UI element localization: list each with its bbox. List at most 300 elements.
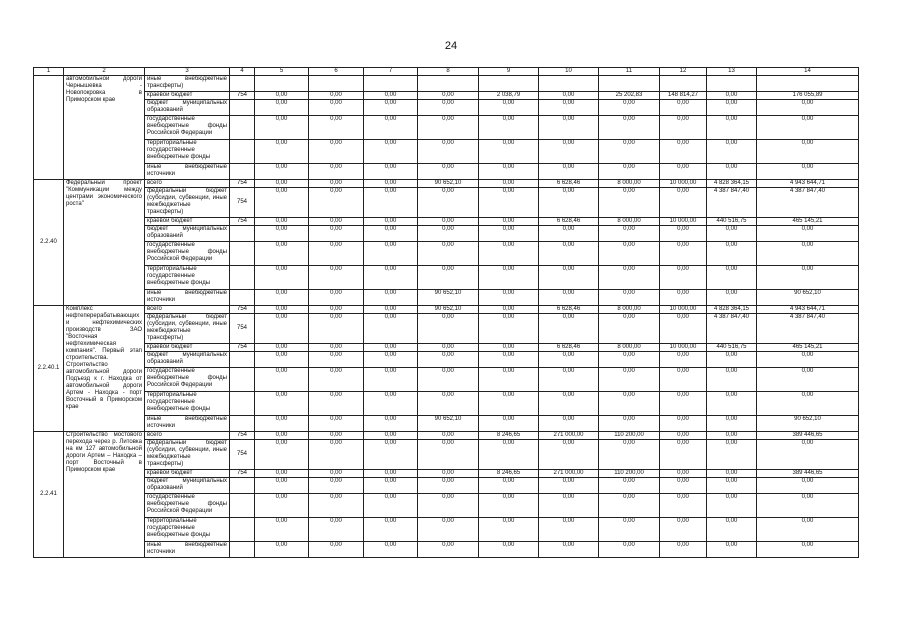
amount-cell: 0,00	[479, 306, 539, 314]
amount-cell: 0,00	[599, 266, 660, 290]
amount-cell: 0,00	[418, 344, 479, 352]
section-name: Федеральный проект "Коммуникации между центрами экономического роста"	[64, 180, 145, 306]
amount-cell: 90 652,10	[757, 416, 859, 432]
budget-code	[230, 518, 255, 542]
amount-cell: 0,00	[309, 306, 364, 314]
amount-cell: 176 055,89	[757, 92, 859, 100]
amount-cell: 8 000,00	[599, 180, 660, 188]
amount-cell: 465 145,21	[757, 218, 859, 226]
funding-source: государственные внебюджетные фонды Российской Федерации	[145, 116, 230, 140]
amount-cell: 0,00	[479, 218, 539, 226]
amount-cell: 0,00	[309, 352, 364, 368]
amount-cell: 0,00	[479, 100, 539, 116]
amount-cell: 0,00	[309, 314, 364, 344]
amount-cell: 0,00	[660, 352, 707, 368]
amount-cell: 148 814,27	[660, 92, 707, 100]
amount-cell: 0,00	[418, 226, 479, 242]
amount-cell: 0,00	[309, 368, 364, 392]
table-row	[34, 180, 859, 188]
amount-cell: 4 943 644,71	[757, 306, 859, 314]
amount-cell: 10 000,00	[660, 344, 707, 352]
amount-cell: 0,00	[309, 478, 364, 494]
amount-cell: 0,00	[539, 368, 599, 392]
section-code: 2.2.40.1	[34, 306, 64, 432]
amount-cell: 2 038,79	[479, 92, 539, 100]
amount-cell: 0,00	[255, 314, 309, 344]
funding-source: бюджет муниципальных образований	[145, 226, 230, 242]
amount-cell: 0,00	[660, 226, 707, 242]
amount-cell: 0,00	[309, 100, 364, 116]
amount-cell: 0,00	[757, 542, 859, 558]
amount-cell: 10 000,00	[660, 180, 707, 188]
amount-cell: 0,00	[539, 164, 599, 180]
amount-cell: 10 000,00	[660, 306, 707, 314]
amount-cell: 0,00	[599, 392, 660, 416]
amount-cell: 0,00	[309, 188, 364, 218]
amount-cell: 440 516,75	[707, 218, 757, 226]
amount-cell: 0,00	[364, 432, 418, 440]
amount-cell: 0,00	[599, 542, 660, 558]
table-row	[34, 392, 859, 416]
amount-cell: 0,00	[707, 494, 757, 518]
amount-cell: 0,00	[364, 392, 418, 416]
budget-code: 754	[230, 344, 255, 352]
budget-code	[230, 290, 255, 306]
amount-cell: 0,00	[599, 440, 660, 470]
amount-cell: 0,00	[479, 440, 539, 470]
amount-cell: 0,00	[364, 92, 418, 100]
amount-cell: 0,00	[539, 314, 599, 344]
amount-cell: 0,00	[309, 226, 364, 242]
funding-source: иные внебюджетные источники	[145, 542, 230, 558]
column-number: 11	[599, 68, 660, 76]
amount-cell: 0,00	[309, 518, 364, 542]
amount-cell: 0,00	[309, 242, 364, 266]
funding-source: иные внебюджетные источники	[145, 290, 230, 306]
budget-code	[230, 416, 255, 432]
amount-cell: 0,00	[660, 290, 707, 306]
column-number: 12	[660, 68, 707, 76]
budget-code	[230, 266, 255, 290]
table-row	[34, 478, 859, 494]
column-number: 13	[707, 68, 757, 76]
amount-cell: 0,00	[539, 226, 599, 242]
amount-cell: 0,00	[479, 368, 539, 392]
amount-cell: 0,00	[599, 478, 660, 494]
amount-cell: 271 000,00	[539, 470, 599, 478]
amount-cell: 0,00	[660, 494, 707, 518]
amount-cell: 0,00	[418, 352, 479, 368]
amount-cell: 6 628,46	[539, 344, 599, 352]
amount-cell: 0,00	[309, 140, 364, 164]
amount-cell: 0,00	[479, 226, 539, 242]
amount-cell: 0,00	[309, 344, 364, 352]
funding-source: всего	[145, 432, 230, 440]
amount-cell: 0,00	[364, 416, 418, 432]
amount-cell: 0,00	[707, 266, 757, 290]
amount-cell: 0,00	[660, 188, 707, 218]
column-number: 3	[145, 68, 230, 76]
amount-cell: 0,00	[757, 266, 859, 290]
section-code: 2.2.41	[34, 432, 64, 558]
amount-cell: 0,00	[660, 432, 707, 440]
amount-cell: 0,00	[539, 188, 599, 218]
amount-cell: 0,00	[418, 218, 479, 226]
amount-cell: 6 628,46	[539, 218, 599, 226]
amount-cell: 0,00	[757, 242, 859, 266]
amount-cell: 0,00	[255, 416, 309, 432]
amount-cell: 0,00	[309, 416, 364, 432]
amount-cell: 0,00	[599, 352, 660, 368]
amount-cell	[364, 76, 418, 92]
amount-cell: 0,00	[479, 242, 539, 266]
table-row	[34, 432, 859, 440]
amount-cell: 0,00	[418, 100, 479, 116]
amount-cell: 0,00	[707, 100, 757, 116]
amount-cell: 0,00	[599, 368, 660, 392]
table-row	[34, 314, 859, 344]
amount-cell: 0,00	[707, 470, 757, 478]
funding-source: всего	[145, 306, 230, 314]
funding-source: краевой бюджет	[145, 470, 230, 478]
funding-source: федеральный бюджет (субсидии, субвенции, иные межбюджетные трансферты)	[145, 440, 230, 470]
amount-cell: 8 000,00	[599, 344, 660, 352]
budget-code	[230, 368, 255, 392]
amount-cell: 0,00	[418, 494, 479, 518]
amount-cell: 25 202,83	[599, 92, 660, 100]
funding-source: иные внебюджетные трансферты)	[145, 76, 230, 92]
amount-cell: 0,00	[255, 92, 309, 100]
amount-cell: 0,00	[255, 344, 309, 352]
table-row	[34, 306, 859, 314]
amount-cell: 0,00	[255, 478, 309, 494]
amount-cell: 0,00	[418, 392, 479, 416]
amount-cell: 0,00	[309, 180, 364, 188]
amount-cell: 0,00	[309, 92, 364, 100]
amount-cell: 0,00	[539, 542, 599, 558]
amount-cell: 0,00	[660, 518, 707, 542]
amount-cell: 0,00	[707, 368, 757, 392]
amount-cell: 0,00	[309, 470, 364, 478]
amount-cell: 0,00	[599, 100, 660, 116]
funding-source: федеральный бюджет (субсидии, субвенции, иные межбюджетные трансферты)	[145, 314, 230, 344]
amount-cell: 389 446,65	[757, 470, 859, 478]
amount-cell: 0,00	[309, 392, 364, 416]
amount-cell	[599, 76, 660, 92]
amount-cell: 0,00	[418, 432, 479, 440]
budget-code	[230, 542, 255, 558]
budget-code: 754	[230, 440, 255, 470]
funding-source: иные внебюджетные источники	[145, 164, 230, 180]
budget-code: 754	[230, 432, 255, 440]
amount-cell: 0,00	[660, 368, 707, 392]
amount-cell: 0,00	[364, 470, 418, 478]
amount-cell: 0,00	[707, 518, 757, 542]
amount-cell: 0,00	[660, 242, 707, 266]
amount-cell: 0,00	[255, 432, 309, 440]
amount-cell: 0,00	[479, 542, 539, 558]
amount-cell: 0,00	[479, 392, 539, 416]
section-name: автомобильной дороги Чернышевка - Новопокровка в Приморском крае	[64, 76, 145, 180]
amount-cell: 110 200,00	[599, 470, 660, 478]
amount-cell: 0,00	[757, 164, 859, 180]
amount-cell: 0,00	[599, 140, 660, 164]
amount-cell: 0,00	[660, 440, 707, 470]
table-row	[34, 218, 859, 226]
table-row	[34, 352, 859, 368]
amount-cell: 0,00	[599, 116, 660, 140]
amount-cell	[757, 76, 859, 92]
amount-cell: 0,00	[418, 478, 479, 494]
table-row	[34, 344, 859, 352]
funding-source: всего	[145, 180, 230, 188]
amount-cell: 4 943 644,71	[757, 180, 859, 188]
amount-cell: 0,00	[364, 218, 418, 226]
column-number: 10	[539, 68, 599, 76]
funding-source: территориальные государственные внебюджетные фонды	[145, 518, 230, 542]
amount-cell: 0,00	[539, 352, 599, 368]
amount-cell: 0,00	[309, 290, 364, 306]
amount-cell: 0,00	[479, 344, 539, 352]
table-row	[34, 76, 859, 92]
amount-cell: 6 628,46	[539, 180, 599, 188]
amount-cell: 0,00	[539, 290, 599, 306]
column-number: 1	[34, 68, 64, 76]
amount-cell: 271 000,00	[539, 432, 599, 440]
budget-code	[230, 478, 255, 494]
amount-cell: 4 828 364,15	[707, 180, 757, 188]
amount-cell: 0,00	[479, 188, 539, 218]
amount-cell: 465 145,21	[757, 344, 859, 352]
amount-cell: 0,00	[539, 116, 599, 140]
table-row	[34, 140, 859, 164]
amount-cell: 0,00	[707, 352, 757, 368]
funding-source: краевой бюджет	[145, 92, 230, 100]
amount-cell: 0,00	[479, 314, 539, 344]
amount-cell: 0,00	[418, 266, 479, 290]
amount-cell: 0,00	[309, 432, 364, 440]
amount-cell: 0,00	[418, 92, 479, 100]
amount-cell: 0,00	[539, 92, 599, 100]
amount-cell: 0,00	[418, 242, 479, 266]
funding-source: государственные внебюджетные фонды Российской Федерации	[145, 494, 230, 518]
amount-cell: 0,00	[707, 392, 757, 416]
amount-cell: 0,00	[660, 100, 707, 116]
amount-cell: 0,00	[660, 314, 707, 344]
budget-code: 754	[230, 92, 255, 100]
amount-cell: 0,00	[364, 242, 418, 266]
amount-cell: 90 652,10	[418, 306, 479, 314]
amount-cell: 0,00	[364, 314, 418, 344]
amount-cell: 0,00	[479, 164, 539, 180]
amount-cell: 0,00	[707, 242, 757, 266]
table-row	[34, 542, 859, 558]
amount-cell: 0,00	[539, 518, 599, 542]
table-row	[34, 290, 859, 306]
amount-cell	[479, 76, 539, 92]
budget-code: 754	[230, 180, 255, 188]
column-number: 14	[757, 68, 859, 76]
amount-cell: 0,00	[364, 266, 418, 290]
amount-cell: 0,00	[479, 290, 539, 306]
amount-cell: 0,00	[364, 306, 418, 314]
column-number: 7	[364, 68, 418, 76]
amount-cell: 0,00	[599, 416, 660, 432]
funding-source: иные внебюджетные источники	[145, 416, 230, 432]
amount-cell: 8 000,00	[599, 306, 660, 314]
amount-cell: 0,00	[364, 542, 418, 558]
budget-code: 754	[230, 470, 255, 478]
funding-source: краевой бюджет	[145, 218, 230, 226]
section-name: Строительство мостового перехода через р. Литовка на км 127 автомобильной дороги Артем – Находка – порт Восточный в Приморском крае	[64, 432, 145, 558]
amount-cell: 0,00	[707, 440, 757, 470]
amount-cell: 6 628,46	[539, 306, 599, 314]
amount-cell: 0,00	[309, 266, 364, 290]
section-code	[34, 76, 64, 180]
amount-cell: 0,00	[255, 290, 309, 306]
amount-cell: 0,00	[255, 218, 309, 226]
funding-source: государственные внебюджетные фонды Российской Федерации	[145, 368, 230, 392]
amount-cell: 0,00	[757, 368, 859, 392]
amount-cell: 0,00	[599, 494, 660, 518]
amount-cell: 0,00	[418, 314, 479, 344]
amount-cell: 0,00	[255, 100, 309, 116]
amount-cell: 0,00	[418, 116, 479, 140]
amount-cell: 0,00	[364, 100, 418, 116]
amount-cell: 0,00	[599, 188, 660, 218]
amount-cell: 0,00	[757, 392, 859, 416]
amount-cell: 0,00	[255, 116, 309, 140]
budget-code	[230, 100, 255, 116]
table-row	[34, 470, 859, 478]
amount-cell: 0,00	[364, 518, 418, 542]
funding-source: бюджет муниципальных образований	[145, 478, 230, 494]
amount-cell: 90 652,10	[418, 416, 479, 432]
amount-cell: 0,00	[364, 116, 418, 140]
funding-source: краевой бюджет	[145, 344, 230, 352]
amount-cell: 0,00	[255, 188, 309, 218]
amount-cell: 4 387 847,40	[757, 188, 859, 218]
table-row	[34, 92, 859, 100]
amount-cell: 0,00	[418, 518, 479, 542]
amount-cell: 0,00	[539, 478, 599, 494]
budget-code	[230, 242, 255, 266]
amount-cell: 0,00	[364, 494, 418, 518]
amount-cell: 4 387 847,40	[757, 314, 859, 344]
amount-cell: 4 387 847,40	[707, 314, 757, 344]
funding-source: бюджет муниципальных образований	[145, 352, 230, 368]
amount-cell: 0,00	[539, 242, 599, 266]
amount-cell: 0,00	[599, 290, 660, 306]
amount-cell: 0,00	[364, 344, 418, 352]
amount-cell: 0,00	[539, 392, 599, 416]
table-row	[34, 188, 859, 218]
amount-cell: 0,00	[479, 416, 539, 432]
amount-cell: 0,00	[707, 432, 757, 440]
amount-cell: 0,00	[418, 188, 479, 218]
amount-cell: 10 000,00	[660, 218, 707, 226]
amount-cell: 0,00	[757, 440, 859, 470]
amount-cell	[707, 76, 757, 92]
amount-cell: 0,00	[539, 140, 599, 164]
funding-source: государственные внебюджетные фонды Российской Федерации	[145, 242, 230, 266]
amount-cell: 4 828 364,15	[707, 306, 757, 314]
amount-cell: 0,00	[757, 494, 859, 518]
amount-cell: 0,00	[255, 368, 309, 392]
amount-cell: 0,00	[255, 494, 309, 518]
amount-cell: 0,00	[757, 478, 859, 494]
amount-cell: 0,00	[599, 164, 660, 180]
amount-cell: 0,00	[539, 100, 599, 116]
budget-code	[230, 494, 255, 518]
amount-cell: 0,00	[364, 352, 418, 368]
amount-cell: 0,00	[309, 494, 364, 518]
amount-cell: 0,00	[479, 494, 539, 518]
amount-cell	[660, 76, 707, 92]
amount-cell: 0,00	[479, 266, 539, 290]
funding-source: территориальные государственные внебюджетные фонды	[145, 266, 230, 290]
funding-source: федеральный бюджет (субсидии, субвенции, иные межбюджетные трансферты)	[145, 188, 230, 218]
amount-cell: 0,00	[255, 242, 309, 266]
amount-cell: 0,00	[418, 470, 479, 478]
amount-cell: 0,00	[707, 226, 757, 242]
amount-cell: 90 652,10	[418, 290, 479, 306]
amount-cell: 0,00	[707, 542, 757, 558]
amount-cell: 0,00	[707, 92, 757, 100]
amount-cell: 0,00	[757, 352, 859, 368]
amount-cell: 0,00	[309, 440, 364, 470]
amount-cell: 0,00	[309, 542, 364, 558]
amount-cell: 0,00	[364, 478, 418, 494]
amount-cell: 0,00	[660, 478, 707, 494]
amount-cell	[418, 76, 479, 92]
amount-cell: 0,00	[364, 290, 418, 306]
funding-source: территориальные государственные внебюджетные фонды	[145, 392, 230, 416]
amount-cell: 0,00	[660, 164, 707, 180]
amount-cell: 0,00	[255, 226, 309, 242]
amount-cell: 0,00	[418, 164, 479, 180]
table-row	[34, 416, 859, 432]
amount-cell: 0,00	[255, 266, 309, 290]
section-code: 2.2.40	[34, 180, 64, 306]
column-number-row	[34, 68, 859, 76]
amount-cell: 8 246,65	[479, 470, 539, 478]
amount-cell: 0,00	[255, 306, 309, 314]
amount-cell: 0,00	[707, 116, 757, 140]
amount-cell: 0,00	[364, 226, 418, 242]
amount-cell: 0,00	[539, 494, 599, 518]
table-row	[34, 164, 859, 180]
amount-cell: 0,00	[660, 392, 707, 416]
column-number: 2	[64, 68, 145, 76]
amount-cell: 0,00	[255, 140, 309, 164]
amount-cell: 440 516,75	[707, 344, 757, 352]
amount-cell	[539, 76, 599, 92]
page-number: 24	[444, 40, 458, 52]
amount-cell: 0,00	[707, 164, 757, 180]
amount-cell: 0,00	[418, 542, 479, 558]
budget-code	[230, 116, 255, 140]
table-row	[34, 226, 859, 242]
amount-cell: 0,00	[757, 518, 859, 542]
amount-cell: 0,00	[539, 266, 599, 290]
amount-cell: 0,00	[660, 470, 707, 478]
budget-table	[33, 67, 859, 558]
amount-cell: 0,00	[757, 140, 859, 164]
amount-cell: 0,00	[364, 140, 418, 164]
amount-cell: 0,00	[364, 440, 418, 470]
amount-cell: 0,00	[599, 242, 660, 266]
